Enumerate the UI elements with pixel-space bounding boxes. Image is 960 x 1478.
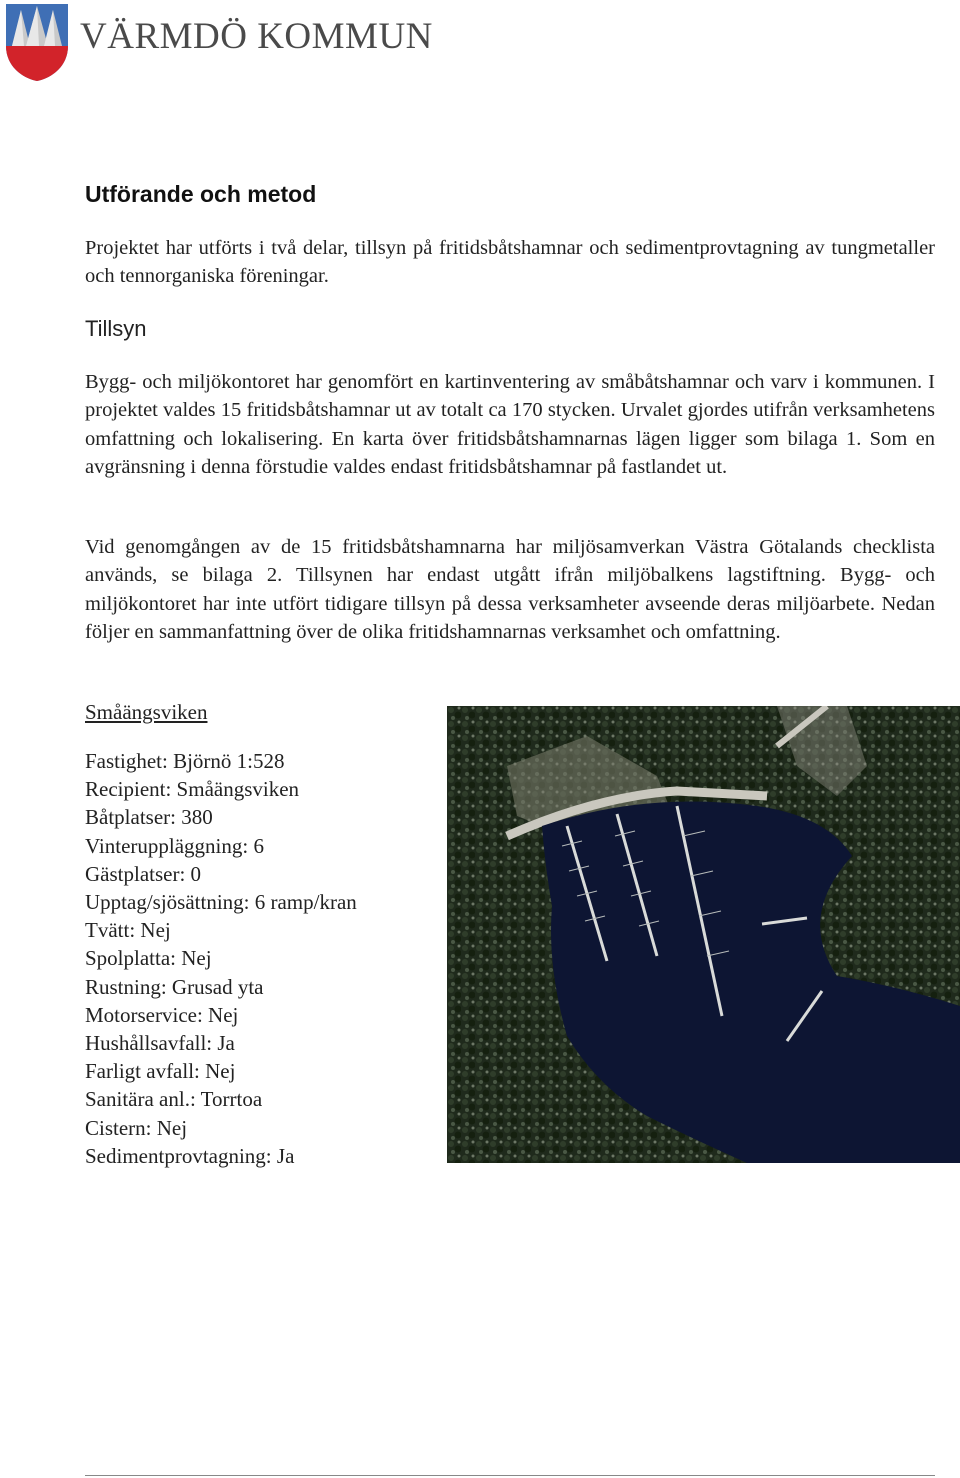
facts-list: [85, 747, 357, 1170]
fact-item: Motorservice: Nej: [85, 1002, 239, 1027]
page-heading: Utförande och metod: [85, 181, 317, 207]
org-name: VÄRMDÖ KOMMUN: [80, 16, 433, 57]
fact-item: Sanitära anl.: Torrtoa: [85, 1087, 263, 1112]
coat-of-arms-icon: [4, 2, 70, 82]
paragraph-inventory: Bygg- och miljökontoret har genomfört en kartinventering av småbåtshamnar och varv i kommunen. I projektet valdes 15 fritidsbåtshamnar ut av totalt ca 170 stycken. Urvalet gjordes utifrån verksamhetens omfattning och lokalisering. En karta över fritidsbåtshamnarnas lägen ligger som bilaga 1. Som en avgränsning i denna förstudie valdes endast fritidsbåtshamnar på fastlandet ut.: [85, 371, 935, 478]
fact-item: Rustning: Grusad yta: [85, 974, 264, 999]
fact-item: Cistern: Nej: [85, 1115, 188, 1140]
paragraph-checklist: Vid genomgången av de 15 fritidsbåtshamnarna har miljösamverkan Västra Götalands checklista används, se bilaga 2. Tillsynen har endast utgått ifrån miljöbalkens lagstiftning. Bygg- och miljökontoret har inte utfört tidigare tillsyn på dessa verksamheter avseende deras miljöarbete. Nedan följer en sammanfattning över de olika fritidshamnarnas verksamhet och omfattning.: [85, 536, 935, 643]
logo: [4, 2, 70, 82]
fact-item: Spolplatta: Nej: [85, 946, 212, 971]
aerial-photo: [447, 706, 960, 1163]
footer-divider: [85, 1475, 935, 1476]
fact-item: Båtplatser: 380: [85, 805, 213, 830]
fact-item: Gästplatser: 0: [85, 861, 202, 886]
subheading-tillsyn: Tillsyn: [85, 316, 147, 341]
fact-item: Fastighet: Björnö 1:528: [85, 749, 285, 773]
fact-item: Recipient: Småängsviken: [85, 777, 300, 802]
fact-item: Hushållsavfall: Ja: [85, 1031, 235, 1056]
fact-item: Upptag/sjösättning: 6 ramp/kran: [85, 890, 357, 915]
intro-paragraph: Projektet har utförts i två delar, tillsyn på fritidsbåtshamnar och sedimentprovtagning av tungmetaller och tennorganiska föreningar.: [85, 237, 935, 288]
fact-item: Farligt avfall: Nej: [85, 1059, 236, 1084]
section-title: Småängsviken: [85, 700, 208, 724]
fact-item: Vinteruppläggning: 6: [85, 833, 264, 858]
fact-item: Tvätt: Nej: [85, 918, 171, 943]
fact-item: Sedimentprovtagning: Ja: [85, 1143, 295, 1168]
